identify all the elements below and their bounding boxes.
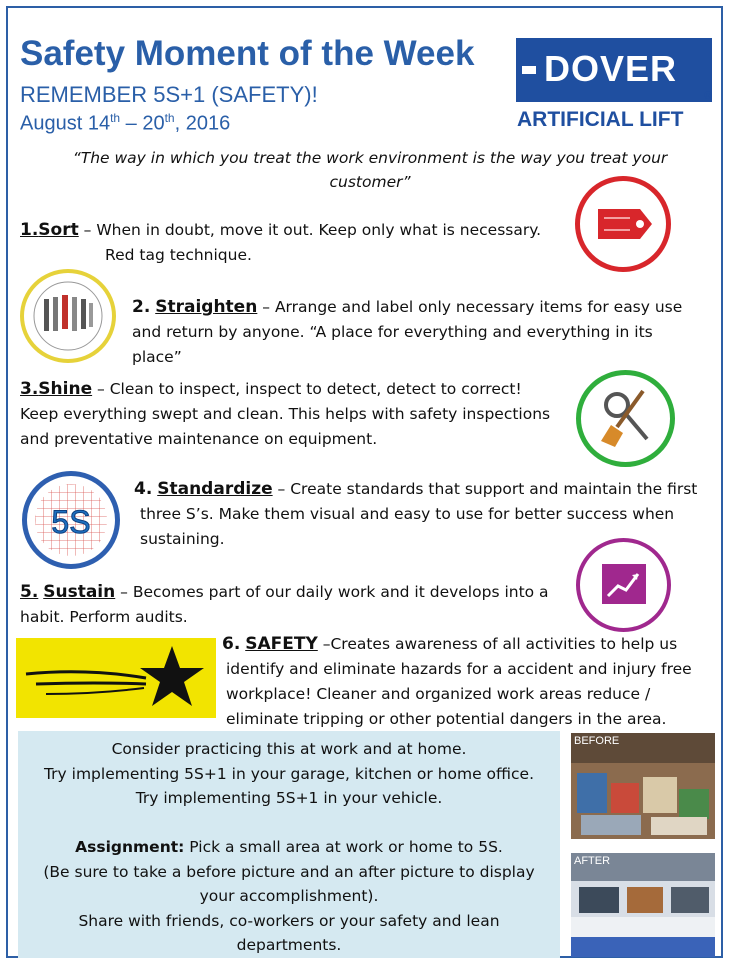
broom-magnifier-icon <box>576 370 675 467</box>
trend-chart-icon <box>576 538 671 632</box>
footer-line: (Be sure to take a before picture and an after picture to display <box>43 862 535 881</box>
tools-icon <box>20 269 116 363</box>
step-title: Sort <box>38 220 79 240</box>
page-subtitle: REMEMBER 5S+1 (SAFETY)! <box>20 82 318 107</box>
step-standardize: 4. Standardize – Create standards that support and maintain the first three S’s. Make them visual and easy to use for better success when sustaining. <box>134 479 698 548</box>
step-title: Standardize <box>157 479 273 499</box>
logo-division: ARTIFICIAL LIFT <box>517 108 684 131</box>
footer-line: Try implementing 5S+1 in your vehicle. <box>135 789 443 807</box>
step-straighten: 2. Straighten – Arrange and label only necessary items for easy use and return by anyone. “A place for everything and everything in its place” <box>132 297 683 366</box>
footer-line: Try implementing 5S+1 in your garage, kitchen or home office. <box>43 764 535 783</box>
step-title: SAFETY <box>245 634 318 654</box>
assignment-box <box>18 731 560 958</box>
step-title: Shine <box>38 379 93 399</box>
step-title: Straighten <box>155 297 258 317</box>
footer-line: Consider practicing this at work and at home. <box>111 740 467 758</box>
star-streak-icon <box>16 638 216 718</box>
quote: “The way in which you treat the work environment is the way you treat your customer” <box>72 149 668 191</box>
page-title: Safety Moment of the Week <box>20 34 475 73</box>
svg-text:5S: 5S <box>51 504 91 540</box>
step-shine: 3.Shine – Clean to inspect, inspect to detect, detect to correct! Keep everything swept and clean. This helps with safety inspections and preventative maintenance on equipment. <box>20 379 551 448</box>
footer-line: your accomplishment). <box>199 887 379 905</box>
step-title: Sustain <box>43 582 116 602</box>
footer-line: Share with friends, co-workers or your safety and lean <box>78 911 500 930</box>
logo-text: DOVER <box>544 48 678 89</box>
step-sustain: 5. Sustain – Becomes part of our daily work and it develops into a habit. Perform audits. <box>20 582 549 626</box>
assignment-line: Assignment: Pick a small area at work or home to 5S. <box>75 838 503 856</box>
after-photo <box>571 853 715 957</box>
date-range: August 14th – 20th, 2016 <box>20 111 231 135</box>
5s-grid-icon <box>22 471 120 569</box>
footer-line: departments. <box>236 936 342 954</box>
after-label: AFTER <box>574 855 611 867</box>
registered-mark: ® <box>704 90 713 102</box>
step-safety: 6. SAFETY –Creates awareness of all activities to help us identify and eliminate hazards for a accident and injury free workplace! Cleaner and organized work areas reduce / eliminate tripping or other potential dangers in the area. <box>222 634 692 728</box>
before-label: BEFORE <box>574 735 620 747</box>
dover-logo <box>516 38 712 102</box>
red-tag-icon <box>575 176 671 272</box>
before-photo <box>571 733 715 839</box>
step-sort: 1.Sort – When in doubt, move it out. Keep only what is necessary. Red tag technique. <box>20 220 542 264</box>
